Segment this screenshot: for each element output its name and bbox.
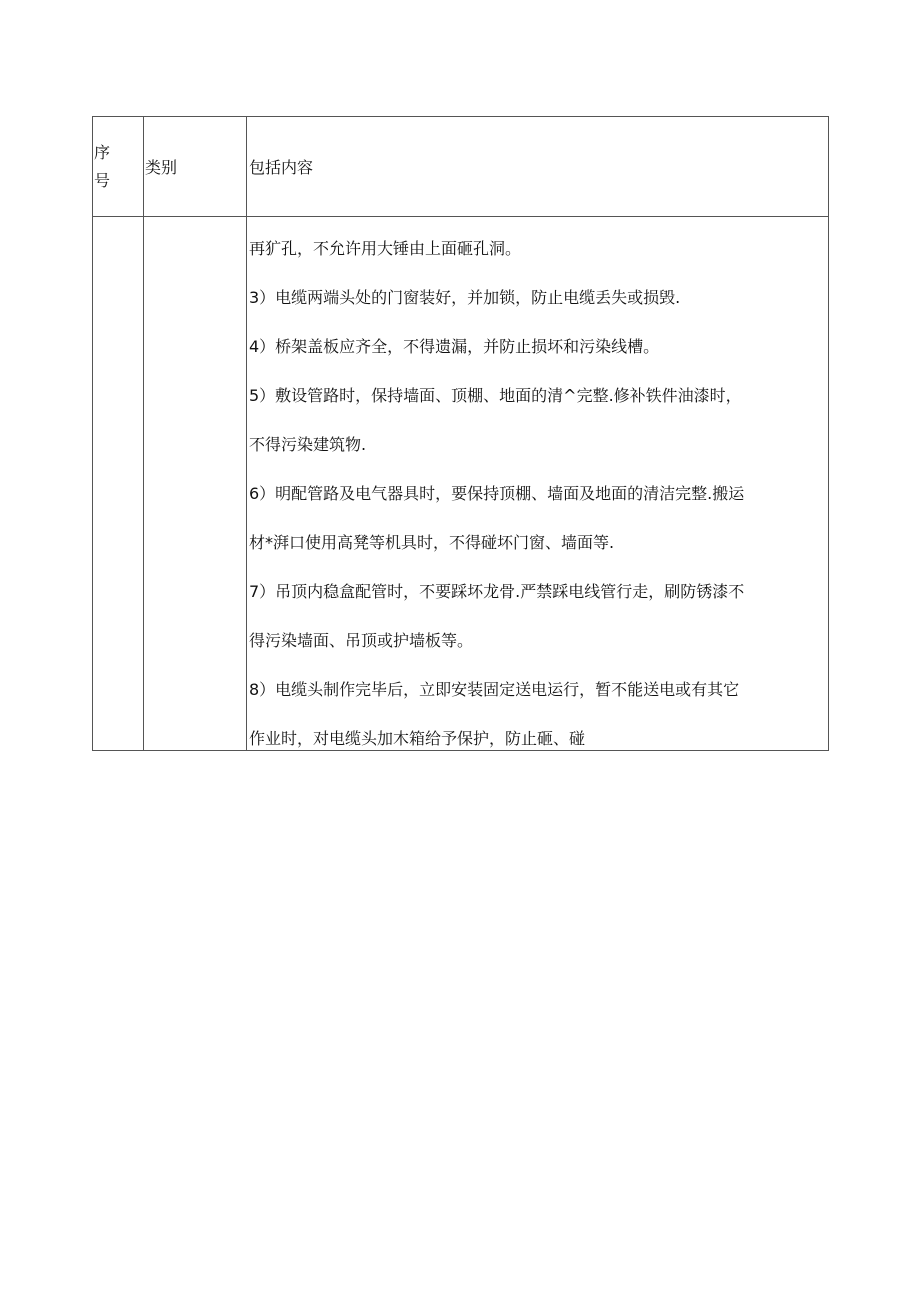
content-line: 材*湃口使用高凳等机具时，不得碰坏门窗、墙面等. — [249, 533, 615, 552]
content-line: 8）电缆头制作完毕后，立即安装固定送电运行，暂不能送电或有其它 — [249, 680, 740, 699]
content-line: 7）吊顶内稳盒配管时，不要踩坏龙骨.严禁踩电线管行走，刷防锈漆不 — [249, 582, 745, 601]
content-line: 3）电缆两端头处的门窗装好，并加锁，防止电缆丢失或损毁. — [249, 288, 681, 307]
content-lines — [249, 233, 827, 751]
content-line: 4）桥架盖板应齐全，不得遗漏，并防止损坏和污染线槽。 — [249, 337, 660, 356]
seq-cell — [93, 217, 144, 751]
content-line: 5）敷设管路时，保持墙面、顶棚、地面的清^完整.修补铁件油漆时， — [249, 386, 742, 405]
content-line: 作业时，对电缆头加木箱给予保护，防止砸、碰 — [249, 729, 586, 748]
table-row — [93, 217, 829, 751]
content-line: 再犷孔，不允许用大锤由上面砸孔洞。 — [249, 239, 522, 258]
content-line: 6）明配管路及电气器具时，要保持顶棚、墙面及地面的清洁完整.搬运 — [249, 484, 745, 503]
header-category: 类别 — [144, 117, 247, 217]
header-seq — [93, 117, 144, 217]
content-table — [92, 116, 829, 751]
header-seq-line1: 序 — [94, 142, 111, 162]
header-seq-line2: 号 — [94, 170, 111, 190]
content-line: 得污染墙面、吊顶或护墙板等。 — [249, 631, 474, 650]
content-line: 不得污染建筑物. — [249, 435, 367, 454]
content-cell — [247, 217, 829, 751]
header-content: 包括内容 — [247, 117, 829, 217]
table-header-row — [93, 117, 829, 217]
category-cell — [144, 217, 247, 751]
